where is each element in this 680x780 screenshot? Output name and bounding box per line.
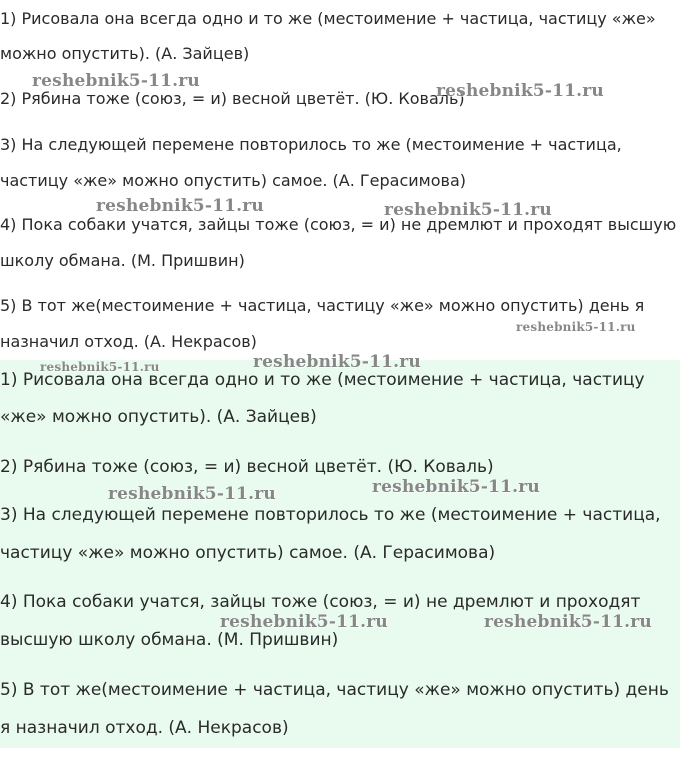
top-line-9: назначил отход. (А. Некрасов) (0, 332, 257, 351)
watermark: reshebnik5-11.ru (220, 612, 388, 632)
bottom-line-9: я назначил отход. (А. Некрасов) (0, 718, 289, 738)
top-line-8: 5) В тот же(местоимение + частица, частицу «же» можно опустить) день я (0, 296, 645, 315)
watermark: reshebnik5-11.ru (436, 81, 604, 101)
watermark: reshebnik5-11.ru (253, 352, 421, 372)
top-line-2: можно опустить). (А. Зайцев) (0, 44, 250, 63)
top-line-6: 4) Пока собаки учатся, зайцы тоже (союз, = и) не дремлют и проходят высшую (0, 215, 677, 234)
watermark: reshebnik5-11.ru (372, 477, 540, 497)
bottom-line-7: высшую школу обмана. (М. Пришвин) (0, 630, 339, 650)
watermark: reshebnik5-11.ru (384, 200, 552, 220)
watermark: reshebnik5-11.ru (96, 196, 264, 216)
watermark: reshebnik5-11.ru (108, 484, 276, 504)
watermark: reshebnik5-11.ru (40, 360, 160, 374)
watermark: reshebnik5-11.ru (516, 320, 636, 334)
top-line-5: частицу «же» можно опустить) самое. (А. Герасимова) (0, 171, 466, 190)
bottom-line-5: частицу «же» можно опустить) самое. (А. Герасимова) (0, 543, 496, 563)
watermark: reshebnik5-11.ru (484, 612, 652, 632)
bottom-line-2: «же» можно опустить). (А. Зайцев) (0, 407, 317, 427)
bottom-line-8: 5) В тот же(местоимение + частица, частицу «же» можно опустить) день (0, 680, 669, 700)
bottom-line-4: 3) На следующей перемене повторилось то же (местоимение + частица, (0, 505, 661, 525)
bottom-line-6: 4) Пока собаки учатся, зайцы тоже (союз, = и) не дремлют и проходят (0, 592, 641, 612)
top-line-1: 1) Рисовала она всегда одно и то же (местоимение + частица, частицу «же» (0, 9, 656, 28)
top-line-3: 2) Рябина тоже (союз, = и) весной цветёт. (Ю. Коваль) (0, 89, 465, 108)
bottom-line-1: 1) Рисовала она всегда одно и то же (местоимение + частица, частицу (0, 370, 645, 390)
top-line-4: 3) На следующей перемене повторилось то же (местоимение + частица, (0, 135, 622, 154)
watermark: reshebnik5-11.ru (32, 71, 200, 91)
bottom-line-3: 2) Рябина тоже (союз, = и) весной цветёт. (Ю. Коваль) (0, 457, 494, 477)
top-line-7: школу обмана. (М. Пришвин) (0, 251, 245, 270)
